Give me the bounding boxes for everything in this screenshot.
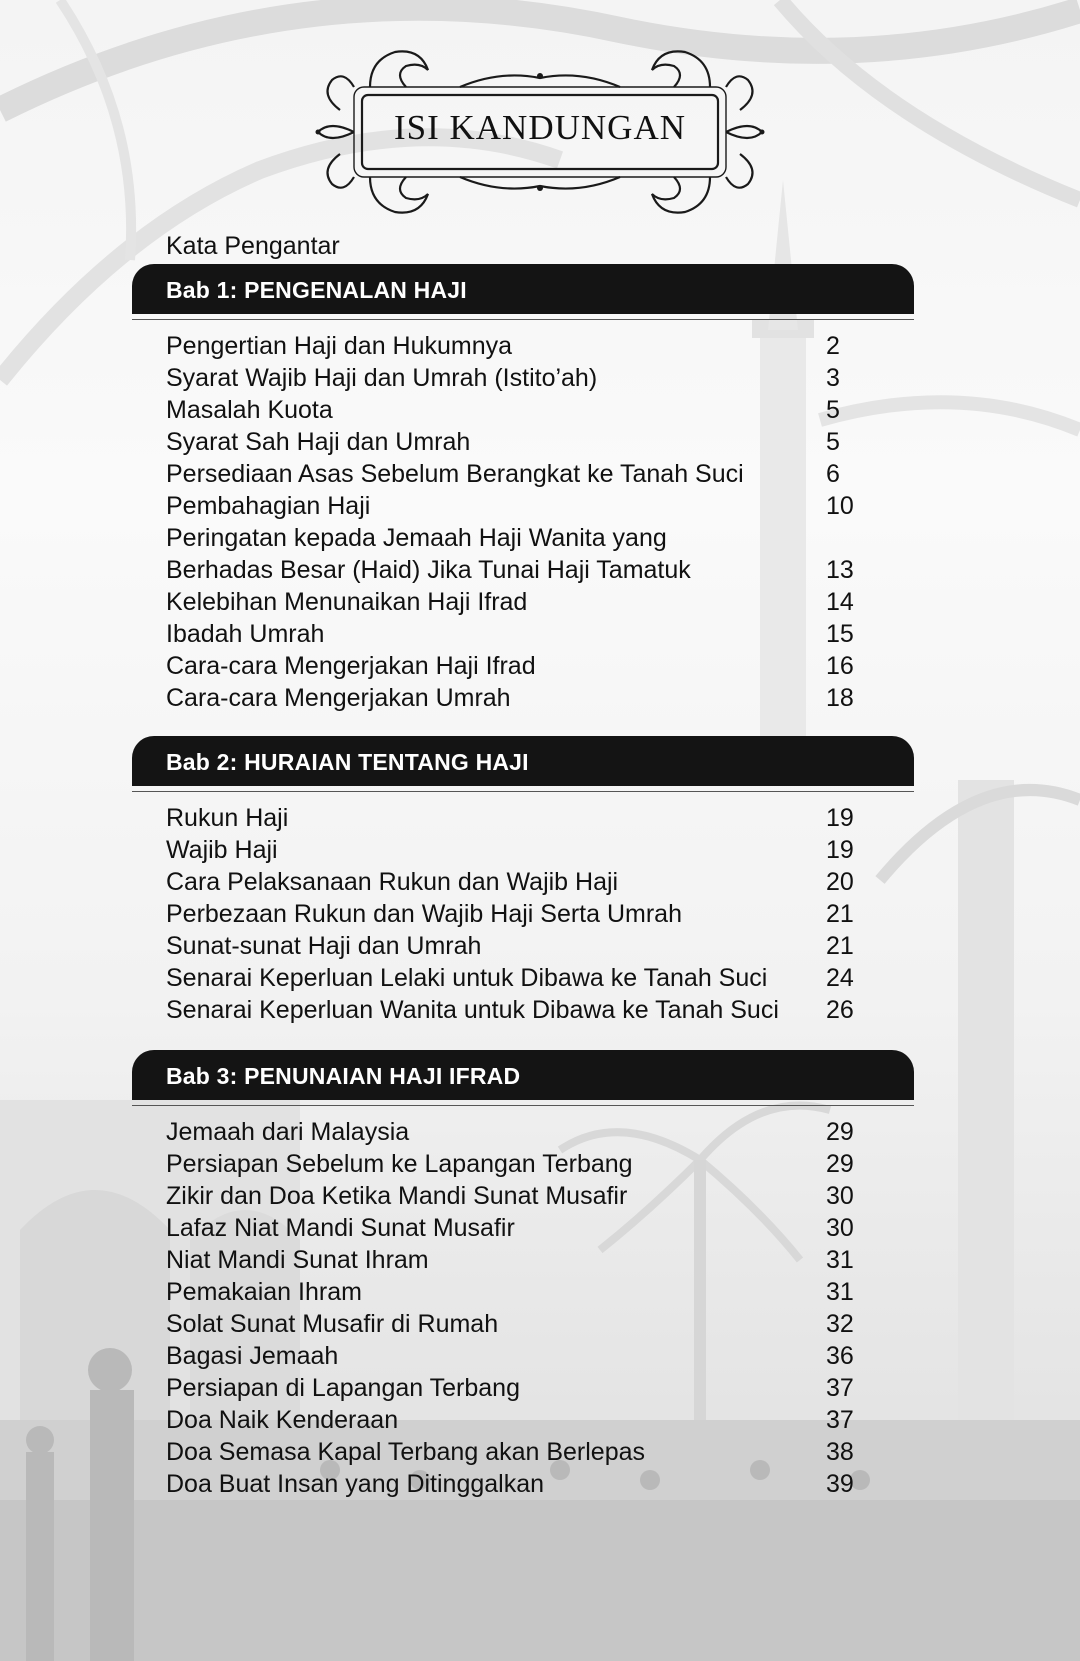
entry-page: 37	[826, 1374, 854, 1402]
entry-label: Cara-cara Mengerjakan Umrah	[166, 684, 511, 712]
entry-page: 21	[826, 900, 854, 928]
entry-page: 19	[826, 804, 854, 832]
entry-label: Pengertian Haji dan Hukumnya	[166, 332, 513, 360]
entry-page: 37	[826, 1406, 854, 1434]
toc-entry[interactable]	[166, 458, 846, 490]
entry-label: Sunat-sunat Haji dan Umrah	[166, 932, 482, 960]
entry-page: 5	[826, 396, 840, 424]
toc-entry[interactable]	[166, 1180, 854, 1212]
toc-entry[interactable]	[166, 1404, 854, 1436]
entry-page: 19	[826, 836, 854, 864]
entry-page: 15	[826, 620, 854, 648]
entry-label: Wajib Haji	[166, 836, 278, 864]
entry-label: Cara Pelaksanaan Rukun dan Wajib Haji	[166, 868, 619, 896]
entry-page: 29	[826, 1150, 854, 1178]
entry-page: 31	[826, 1246, 854, 1274]
entry-label: Jemaah dari Malaysia	[166, 1118, 410, 1146]
chapter-heading: Bab 3: PENUNAIAN HAJI IFRAD	[166, 1063, 521, 1089]
entry-page: 13	[826, 556, 854, 584]
entry-label: Syarat Sah Haji dan Umrah	[166, 428, 471, 456]
entry-page: 10	[826, 492, 854, 520]
toc-entry[interactable]	[166, 802, 854, 834]
toc-entry[interactable]	[166, 866, 854, 898]
entry-label: Doa Buat Insan yang Ditinggalkan	[166, 1470, 545, 1498]
entry-page: 29	[826, 1118, 854, 1146]
entry-page: 6	[826, 460, 840, 488]
entry-page: 2	[826, 332, 840, 360]
toc-entry[interactable]	[166, 1212, 854, 1244]
entry-page: 18	[826, 684, 854, 712]
chapter-heading: Bab 1: PENGENALAN HAJI	[166, 277, 467, 303]
chapter-heading: Bab 2: HURAIAN TENTANG HAJI	[166, 749, 529, 775]
entry-page: 24	[826, 964, 854, 992]
toc-entry[interactable]	[166, 682, 854, 714]
page-title: ISI KANDUNGAN	[393, 108, 686, 147]
chapter-3-heading-bar	[132, 1050, 914, 1100]
entry-page: 26	[826, 996, 854, 1024]
entry-label: Syarat Wajib Haji dan Umrah (Istito’ah)	[166, 364, 598, 392]
toc-entry[interactable]	[166, 1340, 854, 1372]
toc-entry[interactable]	[166, 586, 854, 618]
entry-label: Peringatan kepada Jemaah Haji Wanita yang	[166, 524, 667, 552]
entry-page: 39	[826, 1470, 854, 1498]
toc-entry[interactable]	[166, 330, 846, 362]
entry-page: 30	[826, 1182, 854, 1210]
toc-entry[interactable]	[166, 490, 854, 522]
toc-entry[interactable]	[166, 834, 854, 866]
chapter-2-heading-bar	[132, 736, 914, 786]
entry-label: Doa Semasa Kapal Terbang akan Berlepas	[166, 1438, 646, 1466]
entry-page: 16	[826, 652, 854, 680]
entry-label: Pembahagian Haji	[166, 492, 371, 520]
entry-label: Ibadah Umrah	[166, 620, 325, 648]
entry-label: Masalah Kuota	[166, 396, 333, 424]
toc-entry[interactable]	[166, 1244, 854, 1276]
toc-entry[interactable]	[166, 994, 854, 1026]
toc-entry[interactable]	[166, 898, 854, 930]
entry-label: Senarai Keperluan Lelaki untuk Dibawa ke Tanah Suci	[166, 964, 768, 992]
toc-entry[interactable]	[166, 426, 846, 458]
toc-entry[interactable]	[166, 394, 846, 426]
entry-label: Rukun Haji	[166, 804, 289, 832]
chapter-1-heading-bar	[132, 264, 914, 314]
entry-label: Pemakaian Ihram	[166, 1278, 362, 1306]
entry-label: Persediaan Asas Sebelum Berangkat ke Tanah Suci	[166, 460, 744, 488]
toc-entry[interactable]	[166, 554, 854, 586]
entry-label: Doa Naik Kenderaan	[166, 1406, 399, 1434]
toc-entry[interactable]	[166, 618, 854, 650]
entry-page: 36	[826, 1342, 854, 1370]
toc-entry[interactable]	[166, 1436, 854, 1468]
toc-intro-entry[interactable]: Kata Pengantar	[166, 232, 340, 260]
entry-label: Lafaz Niat Mandi Sunat Musafir	[166, 1214, 515, 1242]
entry-page: 32	[826, 1310, 854, 1338]
entry-page: 30	[826, 1214, 854, 1242]
entry-label: Zikir dan Doa Ketika Mandi Sunat Musafir	[166, 1182, 628, 1210]
toc-entry[interactable]	[166, 962, 854, 994]
entry-label: Berhadas Besar (Haid) Jika Tunai Haji Tamatuk	[166, 556, 691, 584]
entry-label: Senarai Keperluan Wanita untuk Dibawa ke Tanah Suci	[166, 996, 779, 1024]
entry-label: Persiapan di Lapangan Terbang	[166, 1374, 520, 1402]
entry-page: 21	[826, 932, 854, 960]
entry-label: Cara-cara Mengerjakan Haji Ifrad	[166, 652, 536, 680]
toc-entry[interactable]	[166, 522, 846, 554]
entry-page: 38	[826, 1438, 854, 1466]
toc-entry[interactable]	[166, 1116, 854, 1148]
toc-entry[interactable]	[166, 930, 854, 962]
toc-entry[interactable]	[166, 1308, 854, 1340]
entry-page: 31	[826, 1278, 854, 1306]
entry-label: Solat Sunat Musafir di Rumah	[166, 1310, 499, 1338]
entry-page: 3	[826, 364, 840, 392]
entry-label: Niat Mandi Sunat Ihram	[166, 1246, 429, 1274]
entry-page: 14	[826, 588, 854, 616]
toc-entry[interactable]	[166, 1372, 854, 1404]
entry-label: Persiapan Sebelum ke Lapangan Terbang	[166, 1150, 633, 1178]
toc-entry[interactable]	[166, 1276, 854, 1308]
toc-entry[interactable]	[166, 1148, 854, 1180]
toc-entry[interactable]	[166, 362, 846, 394]
toc-entry[interactable]	[166, 650, 854, 682]
entry-label: Bagasi Jemaah	[166, 1342, 339, 1370]
entry-page: 20	[826, 868, 854, 896]
entry-label: Kelebihan Menunaikan Haji Ifrad	[166, 588, 528, 616]
entry-page: 5	[826, 428, 840, 456]
toc-entry[interactable]	[166, 1468, 854, 1500]
entry-label: Perbezaan Rukun dan Wajib Haji Serta Umrah	[166, 900, 682, 928]
